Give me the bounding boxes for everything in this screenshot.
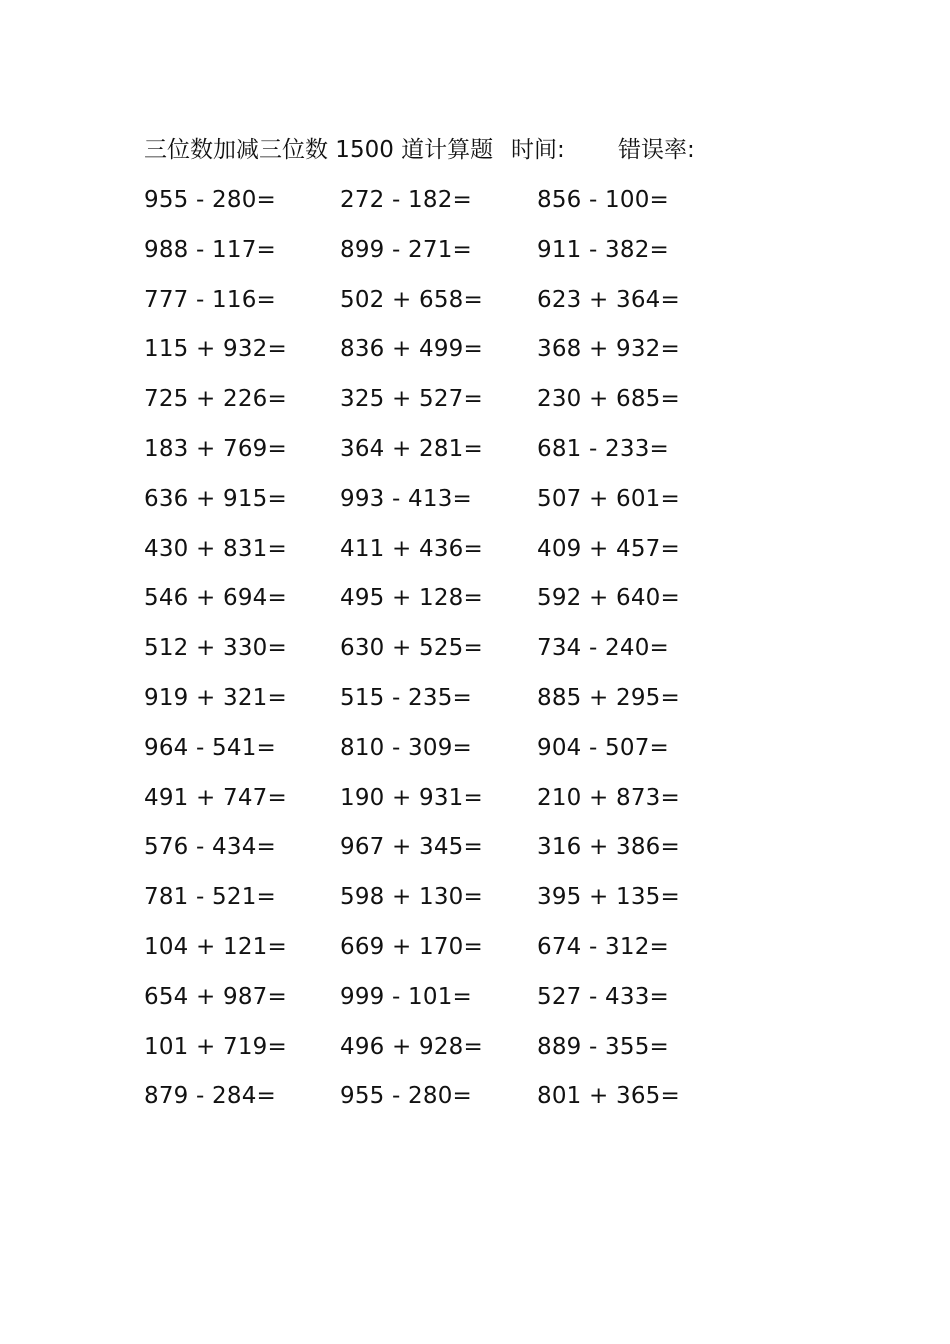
time-label: 时间: <box>511 137 565 163</box>
problem-item: 502 + 658= <box>340 286 483 313</box>
problem-item: 669 + 170= <box>340 933 483 960</box>
worksheet-title: 三位数加减三位数 1500 道计算题 <box>144 137 494 163</box>
problem-item: 777 - 116= <box>144 286 276 313</box>
problem-item: 598 + 130= <box>340 884 483 911</box>
problem-item: 512 + 330= <box>144 635 287 662</box>
problem-item: 889 - 355= <box>537 1033 669 1060</box>
problem-item: 725 + 226= <box>144 386 287 413</box>
problem-item: 904 - 507= <box>537 734 669 761</box>
problem-row <box>144 1078 704 1128</box>
problem-item: 316 + 386= <box>537 834 680 861</box>
error-rate-label: 错误率: <box>618 137 695 163</box>
problem-item: 919 + 321= <box>144 684 287 711</box>
problem-item: 734 - 240= <box>537 635 669 662</box>
problem-item: 325 + 527= <box>340 386 483 413</box>
problem-item: 272 - 182= <box>340 187 472 213</box>
problem-row <box>144 481 704 531</box>
problem-item: 491 + 747= <box>144 784 287 811</box>
problem-row <box>144 929 704 979</box>
problem-row <box>144 232 704 282</box>
problem-item: 801 + 365= <box>537 1083 680 1110</box>
problem-item: 630 + 525= <box>340 635 483 662</box>
problem-item: 911 - 382= <box>537 236 669 263</box>
problem-item: 681 - 233= <box>537 435 669 462</box>
problem-item: 101 + 719= <box>144 1033 287 1060</box>
problem-item: 515 - 235= <box>340 684 472 711</box>
problem-grid <box>144 182 704 1128</box>
problem-row <box>144 531 704 581</box>
problem-item: 576 - 434= <box>144 834 276 861</box>
problem-item: 395 + 135= <box>537 884 680 911</box>
problem-item: 879 - 284= <box>144 1083 276 1110</box>
problem-item: 988 - 117= <box>144 236 276 263</box>
problem-item: 999 - 101= <box>340 983 472 1010</box>
worksheet-header <box>144 132 844 168</box>
problem-item: 899 - 271= <box>340 236 472 263</box>
problem-row <box>144 580 704 630</box>
problem-item: 364 + 281= <box>340 435 483 462</box>
problem-row <box>144 780 704 830</box>
problem-item: 856 - 100= <box>537 187 669 213</box>
problem-item: 836 + 499= <box>340 336 483 363</box>
problem-item: 115 + 932= <box>144 336 287 363</box>
problem-item: 955 - 280= <box>144 187 276 213</box>
problem-item: 495 + 128= <box>340 585 483 612</box>
problem-item: 674 - 312= <box>537 933 669 960</box>
problem-item: 411 + 436= <box>340 535 483 562</box>
problem-row <box>144 182 704 232</box>
problem-item: 993 - 413= <box>340 485 472 512</box>
problem-row <box>144 730 704 780</box>
problem-item: 409 + 457= <box>537 535 680 562</box>
problem-row <box>144 381 704 431</box>
problem-item: 230 + 685= <box>537 386 680 413</box>
problem-item: 955 - 280= <box>340 1083 472 1110</box>
problem-item: 546 + 694= <box>144 585 287 612</box>
problem-item: 636 + 915= <box>144 485 287 512</box>
problem-item: 527 - 433= <box>537 983 669 1010</box>
problem-item: 430 + 831= <box>144 535 287 562</box>
problem-item: 964 - 541= <box>144 734 276 761</box>
problem-row <box>144 282 704 332</box>
problem-row <box>144 630 704 680</box>
problem-row <box>144 829 704 879</box>
problem-item: 496 + 928= <box>340 1033 483 1060</box>
problem-item: 592 + 640= <box>537 585 680 612</box>
problem-item: 623 + 364= <box>537 286 680 313</box>
problem-row <box>144 879 704 929</box>
problem-item: 507 + 601= <box>537 485 680 512</box>
problem-item: 104 + 121= <box>144 933 287 960</box>
problem-item: 810 - 309= <box>340 734 472 761</box>
problem-item: 368 + 932= <box>537 336 680 363</box>
problem-item: 183 + 769= <box>144 435 287 462</box>
problem-item: 781 - 521= <box>144 884 276 911</box>
problem-row <box>144 331 704 381</box>
problem-item: 210 + 873= <box>537 784 680 811</box>
problem-item: 967 + 345= <box>340 834 483 861</box>
problem-item: 190 + 931= <box>340 784 483 811</box>
problem-row <box>144 979 704 1029</box>
problem-row <box>144 431 704 481</box>
problem-item: 654 + 987= <box>144 983 287 1010</box>
problem-row <box>144 680 704 730</box>
problem-row <box>144 1029 704 1079</box>
problem-item: 885 + 295= <box>537 684 680 711</box>
